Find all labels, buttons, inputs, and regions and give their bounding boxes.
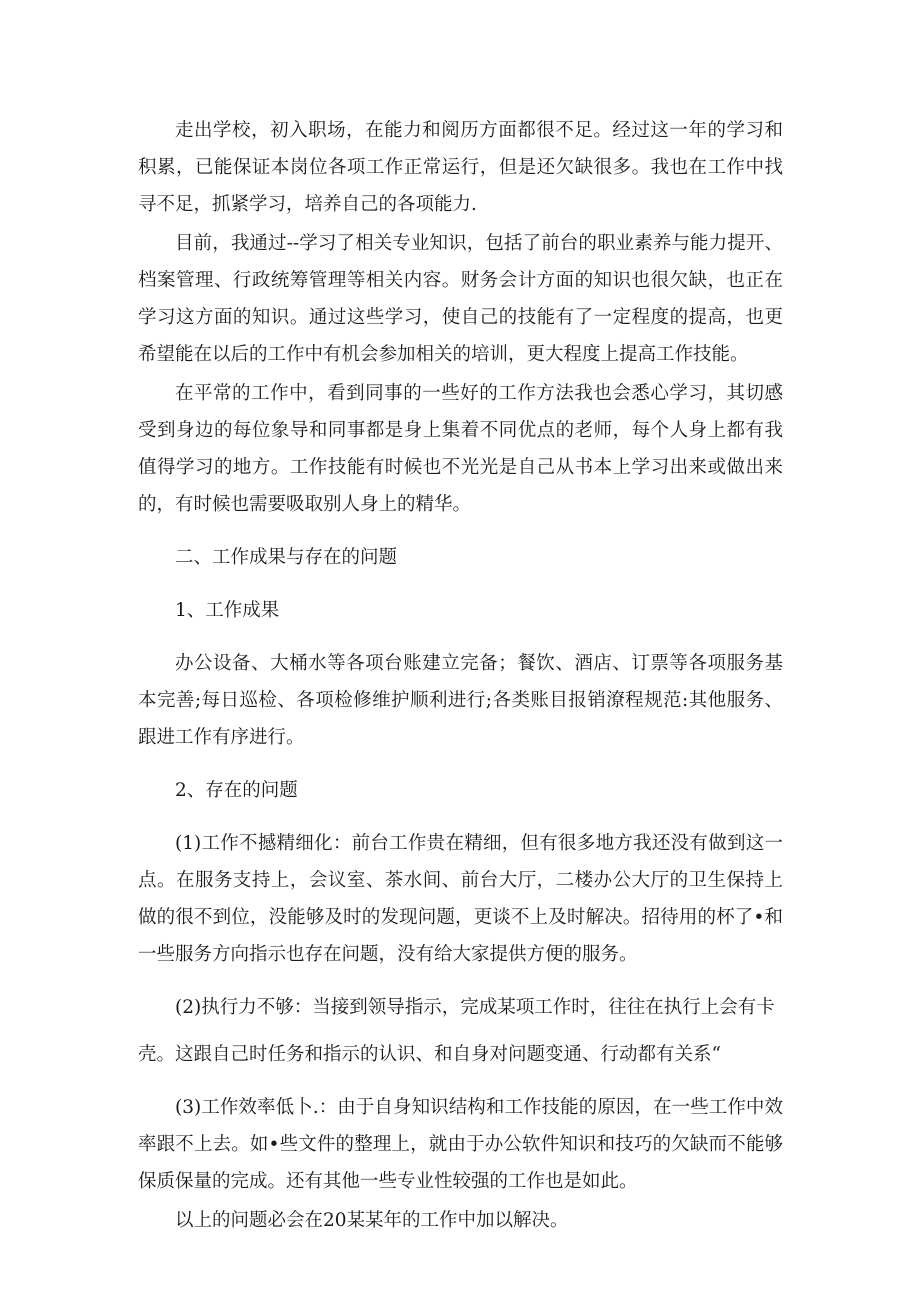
- paragraph-achievements: 办公设备、大桶水等各项台账建立完备；餐饮、酒店、订票等各项服务基本完善;每日巡检、各项检修维护顺利进行;各类账目报销潦程规范:其他服务、跟进工作有序进行。: [138, 653, 783, 748]
- paragraph-issue-2-line-1: (2)执行力不够：当接到领导指示，完成某项工作时，往往在执行上会有卡: [175, 997, 775, 1018]
- paragraph-closing: 以上的问题必会在20某某年的工作中加以解决。: [175, 1210, 569, 1231]
- paragraph-issue-2-line-2: 壳。这跟自己时任务和指示的认识、和自身对问题变通、行动都有关系“: [138, 1044, 721, 1065]
- paragraph-issue-1: (1)工作不撼精细化：前台工作贵在精细，但有很多地方我还没有做到这一点。在服务支持上，会议室、茶水间、前台大厅，二楼办公大厅的卫生保持上做的很不到位，没能够及时的发现问题，更谈不上及时解决。招待用的杯了•和一些服务方向指示也存在问题，没有给大家提供方便的服务。: [138, 833, 783, 965]
- subheading-problems: 2、存在的问题: [175, 780, 298, 801]
- paragraph-study: 目前，我通过--学习了相关专业知识，包括了前台的职业素养与能力提开、档案管理、行政统筹管理等相关内容。财务会计方面的知识也很欠缺，也正在学习这方面的知识。通过这些学习，使自己的技能有了一定程度的提高，也更希望能在以后的工作中有机会参加相关的培训，更大程度上提高工作技能。: [138, 233, 783, 365]
- paragraph-intro: 走出学校，初入职场，在能力和阅历方面都很不足。经过这一年的学习和积累，已能保证本岗位各项工作正常运行，但是还欠缺很多。我也在工作中找寻不足，抓紧学习，培养自己的各项能力.: [138, 120, 783, 215]
- paragraph-issue-3: (3)工作效率低卜.：由于自身知识结构和工作技能的原因，在一些工作中效率跟不上去。如•些文件的整理上，就由于办公软件知识和技巧的欠缺而不能够保质保量的完成。还有其他一些专业性较强的工作也是如此。: [138, 1097, 783, 1192]
- document-body: [138, 112, 783, 1241]
- paragraph-learning: 在平常的工作中，看到同事的一些好的工作方法我也会悉心学习，其切感受到身边的每位象导和同事都是身上集着不同优点的老师，每个人身上都有我值得学习的地方。工作技能有时候也不光光是自己从书本上学习出来或做出来的，有时候也需要吸取别人身上的精华。: [138, 383, 783, 515]
- section-heading: 二、工作成果与存在的问题: [175, 547, 398, 568]
- subheading-achievements: 1、工作成果: [175, 600, 280, 621]
